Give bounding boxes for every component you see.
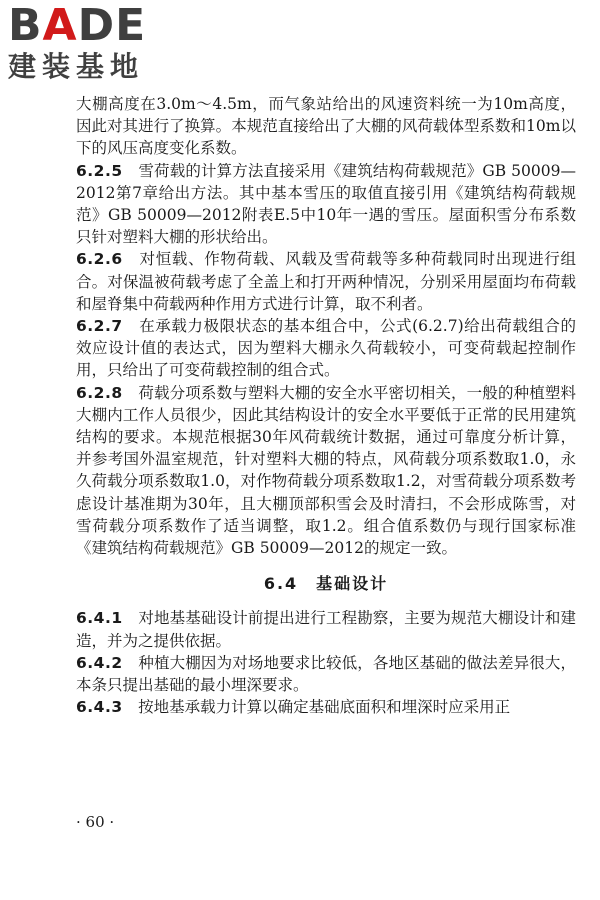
- clause-6-4-2: [76, 652, 576, 696]
- clause-number: 6.4.3: [76, 698, 123, 717]
- clause-text: 在承载力极限状态的基本组合中，公式(6.2.7)给出荷载组合的效应设计值的表达式，因为塑料大棚永久荷载较小，可变荷载起控制作用，只给出了可变荷载控制的组合式。: [76, 317, 576, 380]
- logo-wordmark: [8, 2, 183, 50]
- clause-text: 对恒载、作物荷载、风载及雪荷载等多种荷载同时出现进行组合。对保温被荷载考虑了全盖上和打开两种情况，分别采用屋面均布荷载和屋脊集中荷载两种作用方式进行计算，取不利者。: [76, 250, 576, 313]
- clause-number: 6.2.7: [76, 317, 123, 336]
- clause-number: 6.2.8: [76, 383, 123, 402]
- section-heading: 6.4 基础设计: [263, 574, 389, 594]
- clause-6-2-6: [76, 248, 576, 315]
- clause-text: 种植大棚因为对场地要求比较低，各地区基础的做法差异很大，本条只提出基础的最小埋深要求。: [76, 653, 576, 695]
- clause-number: 6.2.6: [76, 250, 123, 269]
- paragraph-continuation: 大棚高度在3.0m～4.5m，而气象站给出的风速资料统一为10m高度，因此对其进行了换算。本规范直接给出了大棚的风荷载体型系数和10m以下的风压高度变化系数。: [76, 95, 576, 158]
- logo-letter-accent: A: [42, 0, 78, 51]
- clause-text: 按地基承载力计算以确定基础底面积和埋深时应采用正: [138, 698, 511, 717]
- clause-text: 荷载分项系数与塑料大棚的安全水平密切相关，一般的种植塑料大棚内工作人员很少，因此其结构设计的安全水平要低于正常的民用建筑结构的要求。本规范根据30年风荷载统计数据，通过可靠度分析计算，并参考国外温室规范，针对塑料大棚的特点，风荷载分项系数取1.0，永久荷载分项系数取1.0，对作物荷载分项系数取1.2，对雪荷载分项系数考虑设计基准期为30年，且大棚顶部积雪会及时清扫，不会形成陈雪，对雪荷载分项系数作了适当调整，取1.2。组合值系数仍与现行国家标准《建筑结构荷载规范》GB 50009—2012的规定一致。: [76, 383, 576, 558]
- clause-6-2-8: [76, 382, 576, 560]
- clause-number: 6.2.5: [76, 161, 123, 180]
- clause-text: 对地基基础设计前提出进行工程勘察，主要为规范大棚设计和建造，并为之提供依据。: [76, 609, 576, 650]
- clause-6-2-5: [76, 160, 576, 249]
- clause-number: 6.4.2: [76, 653, 123, 672]
- page-body: [76, 93, 576, 718]
- clause-6-4-1: [76, 607, 576, 651]
- clause-6-4-3: [76, 696, 576, 718]
- logo-subtitle: 建装基地: [8, 50, 145, 83]
- logo-letters-pre: B: [8, 0, 43, 51]
- page-number: · 60 ·: [76, 813, 115, 831]
- clause-number: 6.4.1: [76, 609, 123, 628]
- clause-text: 雪荷载的计算方法直接采用《建筑结构荷载规范》GB 50009—2012第7章给出方法。其中基本雪压的取值直接引用《建筑结构荷载规范》GB 50009—2012附表E.5中10年一遇的雪压。屋面积雪分布系数只针对塑料大棚的形状给出。: [76, 161, 576, 247]
- logo: [8, 2, 183, 88]
- logo-letters-post: DE: [77, 0, 147, 51]
- clause-6-2-7: [76, 315, 576, 382]
